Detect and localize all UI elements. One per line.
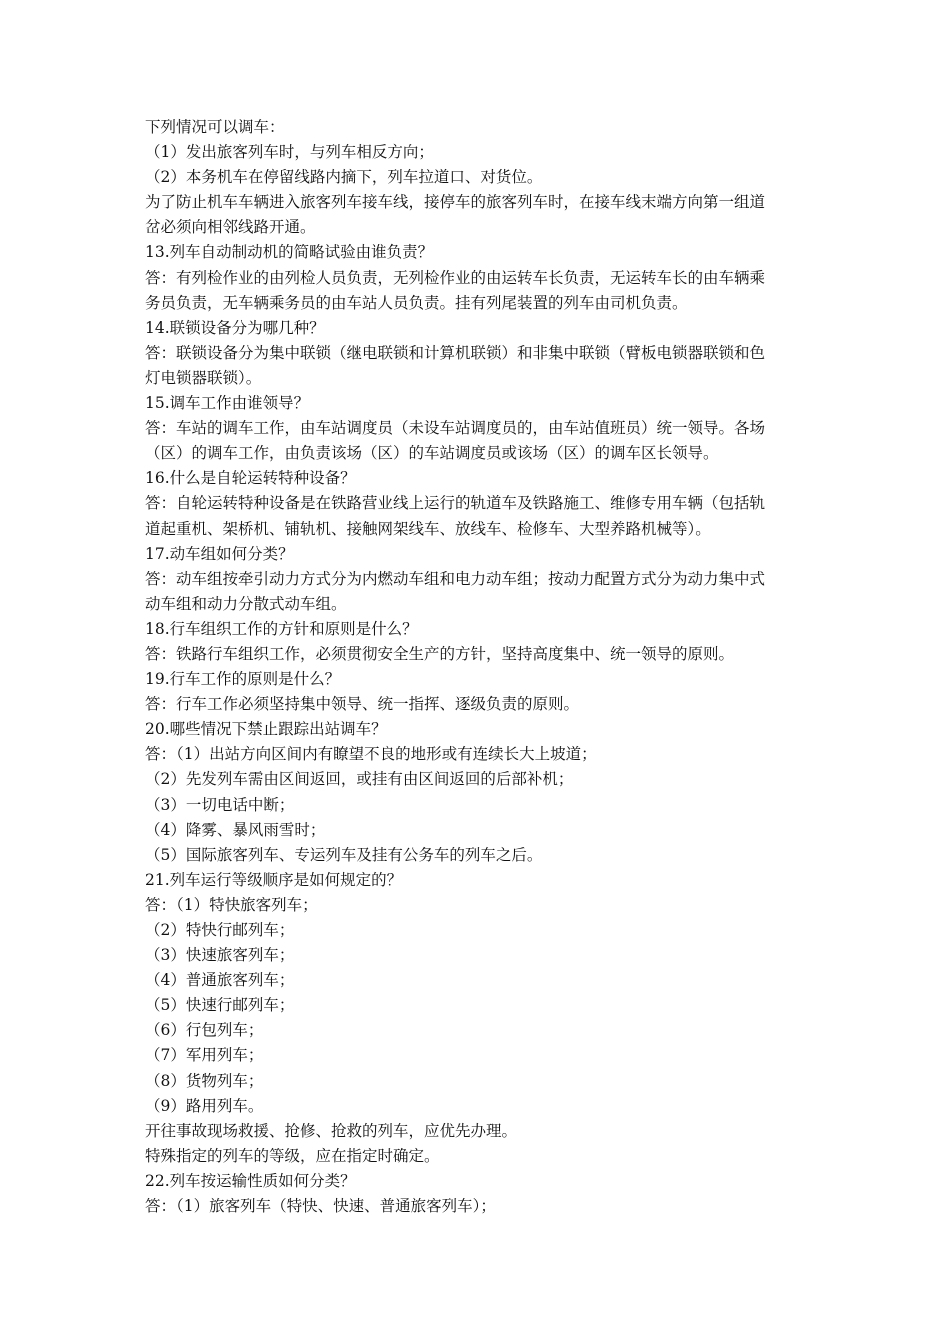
question-heading: 20.哪些情况下禁止跟踪出站调车？ (145, 720, 387, 739)
question-heading: 19.行车工作的原则是什么？ (145, 670, 341, 689)
answer-line: （6）行包列车； (145, 1021, 264, 1040)
question-heading: 15.调车工作由谁领导？ (145, 394, 310, 413)
answer-line: （4）降雾、暴风雨雪时； (145, 820, 326, 839)
answer-line: 答：（1）特快旅客列车； (145, 895, 318, 914)
question-heading: 13.列车自动制动机的简略试验由谁负责？ (145, 243, 434, 262)
question-heading: 16.什么是自轮运转特种设备？ (145, 469, 356, 488)
answer-line: 答：铁路行车组织工作，必须贯彻安全生产的方针，坚持高度集中、统一领导的原则。 (145, 644, 735, 663)
text-line: 特殊指定的列车的等级，应在指定时确定。 (145, 1146, 440, 1165)
document-body (145, 115, 810, 1219)
answer-line: （9）路用列车。 (145, 1096, 264, 1115)
answer-line: 答：动车组按牵引动力方式分为内燃动车组和电力动车组；按动力配置方式分为动力集中式 (145, 569, 766, 588)
answer-line: 答：自轮运转特种设备是在铁路营业线上运行的轨道车及铁路施工、维修专用车辆（包括轨 (145, 494, 766, 513)
answer-line: 答：行车工作必须坚持集中领导、统一指挥、逐级负责的原则。 (145, 695, 580, 714)
answer-line: （3）快速旅客列车； (145, 946, 295, 965)
answer-line: （8）货物列车； (145, 1071, 264, 1090)
answer-line: 答：联锁设备分为集中联锁（继电联锁和计算机联锁）和非集中联锁（臂板电锁器联锁和色 (145, 343, 766, 362)
answer-line: 务员负责，无车辆乘务员的由车站人员负责。挂有列尾装置的列车由司机负责。 (145, 293, 688, 312)
answer-line: 答：（1）旅客列车（特快、快速、普通旅客列车）； (145, 1197, 496, 1216)
text-line: （2）本务机车在停留线路内摘下，列车拉道口、对货位。 (145, 168, 543, 187)
answer-line: 答：车站的调车工作，由车站调度员（未设车站调度员的，由车站值班员）统一领导。各场 (145, 419, 766, 438)
question-heading: 18.行车组织工作的方针和原则是什么？ (145, 619, 418, 638)
text-line: 为了防止机车车辆进入旅客列车接车线，接停车的旅客列车时，在接车线末端方向第一组道 (145, 193, 766, 212)
answer-line: （2）先发列车需由区间返回，或挂有由区间返回的后部补机； (145, 770, 574, 789)
question-heading: 21.列车运行等级顺序是如何规定的？ (145, 870, 403, 889)
question-heading: 14.联锁设备分为哪几种？ (145, 318, 325, 337)
answer-line: 答：（1）出站方向区间内有瞭望不良的地形或有连续长大上坡道； (145, 745, 597, 764)
text-line: 下列情况可以调车： (145, 118, 285, 136)
answer-line: （区）的调车工作，由负责该场（区）的车站调度员或该场（区）的调车区长领导。 (145, 444, 719, 463)
question-heading: 22.列车按运输性质如何分类？ (145, 1171, 356, 1190)
answer-line: （7）军用列车； (145, 1046, 264, 1065)
text-line: （1）发出旅客列车时，与列车相反方向； (145, 143, 434, 162)
question-heading: 17.动车组如何分类？ (145, 544, 294, 563)
answer-line: （5）国际旅客列车、专运列车及挂有公务车的列车之后。 (145, 845, 543, 864)
answer-line: （5）快速行邮列车； (145, 996, 295, 1015)
answer-line: （4）普通旅客列车； (145, 971, 295, 990)
answer-line: 道起重机、架桥机、铺轨机、接触网架线车、放线车、检修车、大型养路机械等）。 (145, 519, 711, 538)
text-line: 开往事故现场救援、抢修、抢救的列车，应优先办理。 (145, 1121, 518, 1140)
answer-line: （2）特快行邮列车； (145, 921, 295, 939)
answer-line: 动车组和动力分散式动车组。 (145, 594, 347, 613)
text-line: 岔必须向相邻线路开通。 (145, 218, 316, 237)
answer-line: （3）一切电话中断； (145, 795, 295, 814)
answer-line: 灯电锁器联锁）。 (145, 368, 262, 387)
answer-line: 答：有列检作业的由列检人员负责，无列检作业的由运转车长负责，无运转车长的由车辆乘 (145, 268, 766, 287)
